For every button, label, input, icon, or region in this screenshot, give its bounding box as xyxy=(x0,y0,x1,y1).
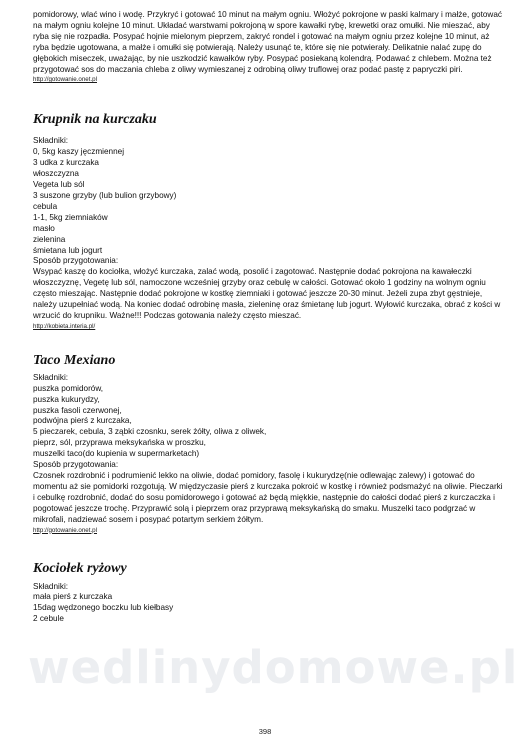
recipe-title: Krupnik na kurczaku xyxy=(33,112,157,128)
source-link[interactable]: http://kobieta.interia.pl/ xyxy=(33,322,96,330)
recipe-title: Kociołek ryżowy xyxy=(33,560,127,576)
ingredient-item: masło xyxy=(33,223,55,233)
source-link[interactable]: http://gotowanie.onet.pl xyxy=(33,76,97,84)
ingredient-item: puszka pomidorów, xyxy=(33,383,104,393)
ingredient-item: cebula xyxy=(33,201,58,211)
ingredient-item: włoszczyzna xyxy=(33,169,79,179)
watermark: wedlinydomowe.pl xyxy=(28,641,519,694)
ingredient-item: 15dag wędzonego boczku lub kiełbasy xyxy=(33,603,174,613)
ingredient-item: Vegeta lub sól xyxy=(33,180,85,190)
ingredient-item: muszelki taco(do kupienia w supermarketach) xyxy=(33,449,200,459)
ingredients-list xyxy=(33,582,503,626)
method-text: Wsypać kaszę do kociołka, włożyć kurczaka, zalać wodą, posolić i zagotować. Następnie dodać pokrojona na kawałeczki włoszczyznę, Vegetę lub sól, namoczone wcześniej grzyby oraz cebulę w całości. Gotować około 1 godziny na wolnym ogniu często mieszając. Następnie dodać pokrojone w kostkę ziemniaki i gotować jeszcze 20-30 minut. Jeżeli zupa zbyt gęstnieje, należy uzupełniać wodą. Na koniec dodać odrobinę masła, zieleninę oraz śmietanę lub jogurt. Wyłowić kurczaka, obrać z kości w wrzucić do krupniku. Ważne!!! Podczas gotowania należy często mieszać. xyxy=(33,267,501,320)
ingredient-item: podwójna pierś z kurczaka, xyxy=(33,416,132,426)
ingredient-item: 0, 5kg kaszy jęczmiennej xyxy=(33,147,125,157)
ingredients-label: Składniki: xyxy=(33,372,69,382)
ingredient-item: mała pierś z kurczaka xyxy=(33,592,113,602)
ingredient-item: 2 cebule xyxy=(33,614,64,624)
ingredient-item: puszka fasoli czerwonej, xyxy=(33,405,122,415)
method-label: Sposób przygotowania: xyxy=(33,256,119,266)
page-content xyxy=(33,10,503,625)
ingredients-list xyxy=(33,373,503,471)
source-link[interactable]: http://gotowanie.onet.pl xyxy=(33,526,97,534)
method-label: Sposób przygotowania: xyxy=(33,460,119,470)
ingredients-list xyxy=(33,136,503,267)
recipe-taco-mexiano xyxy=(33,353,503,535)
ingredient-item: śmietana lub jogurt xyxy=(33,245,103,255)
ingredient-item: 1-1, 5kg ziemniaków xyxy=(33,212,108,222)
ingredients-label: Składniki: xyxy=(33,581,69,591)
page-number: 398 xyxy=(258,727,272,736)
method-text: Czosnek rozdrobnić i podrumienić lekko na oliwie, dodać pomidory, fasolę i kukurydzę(nie odlewając zalewy) i gotować do momentu aż sie pomidorki rozgotują. W międzyczasie pierś z kurczaka pokroić w kostkę i również podsmażyć na oliwie. Pieczarki i cebulkę rozdrobnić, dodać do sosu pomidorowego i gotować aż będą miękkie, następnie do całości dodać pierś z kurczaczka i pogotować jeszcze trochę. Przyprawić solą i pieprzem oraz przyprawą meksykańską do smaku. Muszelki taco podgrzać w mikrofali, nadziewać sosem i posypać potartym serkiem żółtym. xyxy=(33,471,503,524)
ingredient-item: zielenina xyxy=(33,234,66,244)
ingredient-item: 5 pieczarek, cebula, 3 ząbki czosnku, serek żółty, oliwa z oliwek, xyxy=(33,427,267,437)
ingredients-label: Składniki: xyxy=(33,136,69,146)
ingredient-item: pieprz, sól, przyprawa meksykańska w proszku, xyxy=(33,438,206,448)
ingredient-item: 3 suszone grzyby (lub bulion grzybowy) xyxy=(33,190,177,200)
ingredient-item: puszka kukurydzy, xyxy=(33,394,100,404)
ingredient-item: 3 udka z kurczaka xyxy=(33,158,99,168)
recipe-title: Taco Mexiano xyxy=(33,352,116,368)
intro-paragraph: pomidorowy, wlać wino i wodę. Przykryć i gotować 10 minut na małym ogniu. Włożyć pokrojone w paski kalmary i małże, gotować na małym ogniu kolejne 10 minut. Układać warstwami pokrojoną w spore kawałki rybę, krewetki oraz omułki. Nie mieszać, aby ryba się nie rozpadła. Posypać hojnie mielonym pieprzem, zakryć rondel i gotować na małym ogniu przez kolejne 10 minut, aż ryba będzie ugotowana, a małże i omułki się potwierają. Należy usunąć te, które się nie potwierały. Delikatnie nalać zupę do głębokich miseczek, uważając, by nie uszkodzić kawałków ryby. Posypać posiekaną kolendrą. Podawać z chlebem. Można też przygotować sos do maczania chleba z oliwy wymieszanej z odrobiną oliwy truflowej oraz podać pastę z papryczki piri. xyxy=(33,10,502,74)
recipe-krupnik xyxy=(33,112,503,330)
recipe-kociolek-ryzowy xyxy=(33,561,503,626)
